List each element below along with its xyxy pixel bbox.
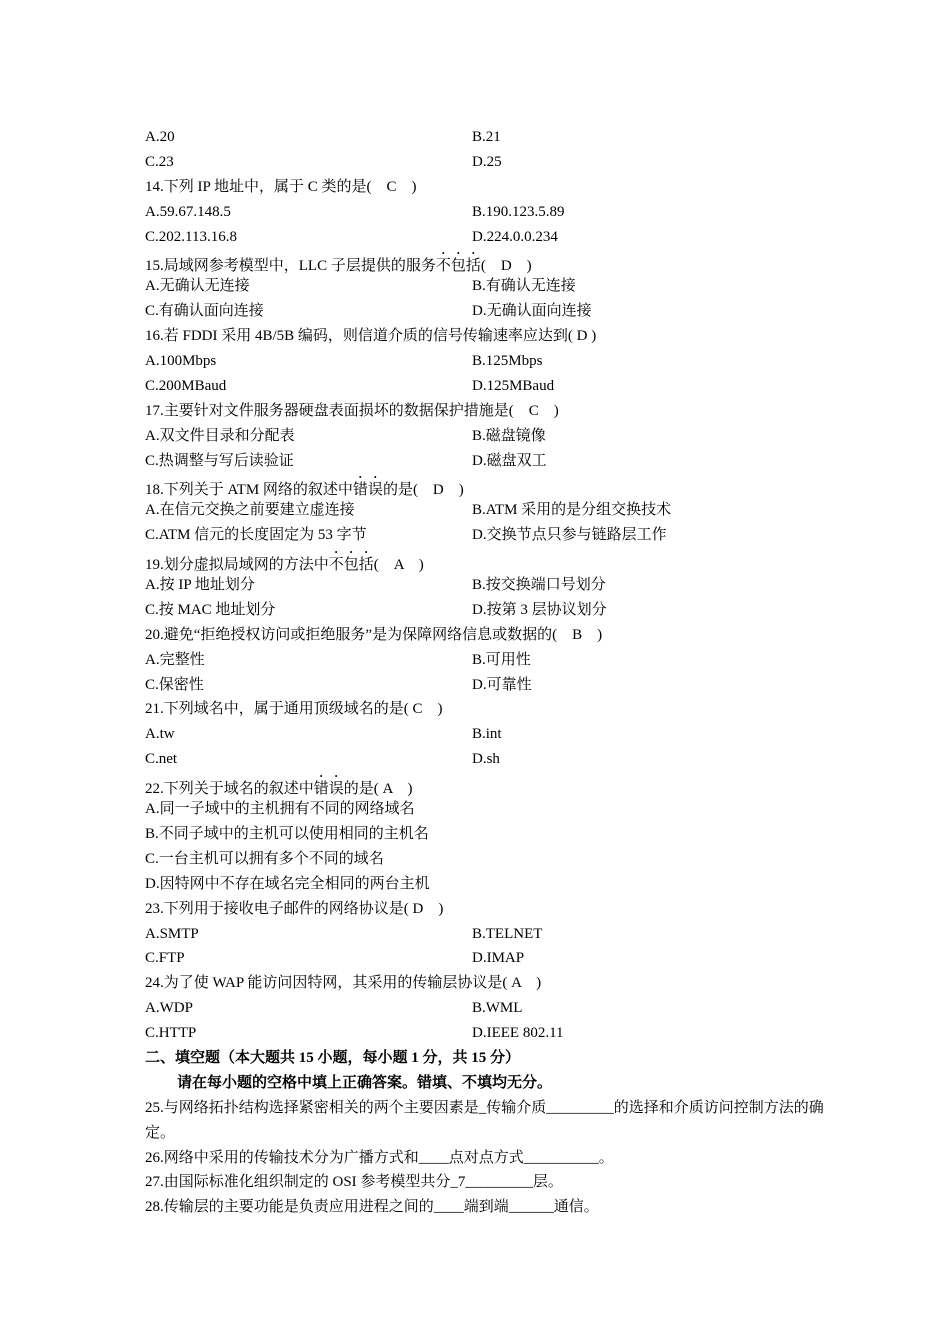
q20-options-cd bbox=[145, 673, 825, 698]
option-d: D.IEEE 802.11 bbox=[472, 1025, 564, 1042]
answer-text: 端到端 bbox=[463, 1199, 509, 1216]
option-b: B.int bbox=[472, 726, 502, 743]
option-c: C.FTP bbox=[145, 950, 185, 967]
section-instruction: 请在每小题的空格中填上正确答案。错填、不填均无分。 bbox=[177, 1074, 553, 1091]
option-c: C.有确认面向连接 bbox=[145, 303, 264, 320]
option-c: C.热调整与写后读验证 bbox=[145, 452, 294, 469]
q19-stem bbox=[145, 548, 825, 573]
option-b: B.有确认无连接 bbox=[472, 278, 576, 295]
q22-stem bbox=[145, 772, 825, 797]
q18-options-ab bbox=[145, 498, 825, 523]
option-c: C.23 bbox=[145, 153, 174, 170]
option-c: C.200MBaud bbox=[145, 377, 227, 394]
option-b: B.WML bbox=[472, 1000, 523, 1017]
answer-blank-1: ____ bbox=[418, 1149, 449, 1166]
option-d: D.交换节点只参与链路层工作 bbox=[472, 527, 667, 544]
option-a: A.按 IP 地址划分 bbox=[145, 577, 255, 594]
emphasis-text: 错误 bbox=[313, 781, 344, 798]
q24-stem: 24.为了使 WAP 能访问因特网，其采用的传输层协议是( A ) bbox=[145, 975, 542, 992]
stem-text-end: 的选择和介质访问控制方法的确定。 bbox=[145, 1099, 824, 1141]
answer-text: 点对点方式 bbox=[448, 1149, 524, 1166]
option-a: A.无确认无连接 bbox=[145, 278, 250, 295]
stem-text-end: 。 bbox=[598, 1149, 614, 1166]
answer-blank: _________ bbox=[546, 1099, 614, 1116]
answer-blank: _________ bbox=[465, 1174, 533, 1191]
option-d: D.无确认面向连接 bbox=[472, 303, 592, 320]
answer-blank-1: ____ bbox=[433, 1199, 464, 1216]
stem-text-end: 通信。 bbox=[553, 1199, 599, 1216]
option-a: A.WDP bbox=[145, 1000, 193, 1017]
option-a: A.在信元交换之前要建立虚连接 bbox=[145, 502, 355, 519]
q20-options-ab bbox=[145, 648, 825, 673]
stem-text: 25.与网络拓扑结构选择紧密相关的两个主要因素是_传输介质 bbox=[145, 1099, 547, 1116]
answer-text: ( D ) bbox=[480, 258, 532, 275]
option-d: D.按第 3 层协议划分 bbox=[472, 601, 607, 618]
option-d: D.224.0.0.234 bbox=[472, 228, 558, 245]
q15-options-cd bbox=[145, 299, 825, 324]
q23-options-ab bbox=[145, 922, 825, 947]
option-b: B.TELNET bbox=[472, 925, 543, 942]
option-d: D.sh bbox=[472, 751, 500, 768]
option-d: D.125MBaud bbox=[472, 377, 555, 394]
option-a: A.SMTP bbox=[145, 925, 199, 942]
stem-text: 15.局域网参考模型中，LLC 子层提供的服务 bbox=[145, 258, 436, 275]
option-d: D.25 bbox=[472, 153, 502, 170]
q18-options-cd bbox=[145, 523, 825, 548]
q17-stem: 17.主要针对文件服务器硬盘表面损坏的数据保护措施是( C ) bbox=[145, 402, 559, 419]
option-c: C.保密性 bbox=[145, 676, 204, 693]
option-a: A.20 bbox=[145, 129, 175, 145]
answer-text: 的是( D ) bbox=[382, 482, 464, 499]
option-c: C.ATM 信元的长度固定为 53 字节 bbox=[145, 527, 367, 544]
q27-text bbox=[145, 1170, 825, 1195]
q17-options-ab bbox=[145, 424, 825, 449]
option-c: C.HTTP bbox=[145, 1025, 197, 1042]
q14-stem: 14.下列 IP 地址中，属于 C 类的是( C ) bbox=[145, 178, 417, 195]
q25-text bbox=[145, 1096, 825, 1146]
option-a: A.59.67.148.5 bbox=[145, 203, 231, 220]
stem-text: 22.下列关于域名的叙述中 bbox=[145, 781, 314, 798]
stem-text: 28.传输层的主要功能是负责应用进程之间的 bbox=[145, 1199, 434, 1216]
option-b: B.21 bbox=[472, 129, 501, 145]
option-b: B.磁盘镜像 bbox=[472, 427, 546, 444]
exam-page bbox=[145, 125, 825, 1220]
option-d: D.IMAP bbox=[472, 950, 525, 967]
q22-option-a: A.同一子域中的主机拥有不同的网络域名 bbox=[145, 801, 415, 818]
q22-option-b: B.不同子域中的主机可以使用相同的主机名 bbox=[145, 825, 429, 842]
q22-option-c: C.一台主机可以拥有多个不同的域名 bbox=[145, 850, 384, 867]
q26-text bbox=[145, 1146, 825, 1171]
section-title: 二、填空题（本大题共 15 小题，每小题 1 分，共 15 分） bbox=[145, 1049, 521, 1066]
q14-options-cd bbox=[145, 225, 825, 250]
q19-options-ab bbox=[145, 573, 825, 598]
q24-options-cd bbox=[145, 1021, 825, 1046]
emphasis-text: 错误 bbox=[352, 482, 383, 499]
q13-options-ab bbox=[145, 125, 825, 150]
q15-options-ab bbox=[145, 274, 825, 299]
option-b: B.可用性 bbox=[472, 651, 531, 668]
q16-options-cd bbox=[145, 374, 825, 399]
q15-stem bbox=[145, 249, 825, 274]
q17-options-cd bbox=[145, 449, 825, 474]
answer-text: 的是( A ) bbox=[343, 781, 413, 798]
q18-stem bbox=[145, 473, 825, 498]
stem-text: 26.网络中采用的传输技术分为广播方式和 bbox=[145, 1149, 419, 1166]
q16-options-ab bbox=[145, 349, 825, 374]
q22-option-d: D.因特网中不存在域名完全相同的两台主机 bbox=[145, 875, 430, 892]
q13-options-cd bbox=[145, 150, 825, 175]
q23-options-cd bbox=[145, 946, 825, 971]
option-b: B.190.123.5.89 bbox=[472, 203, 565, 220]
answer-blank-2: __________ bbox=[523, 1149, 599, 1166]
option-a: A.tw bbox=[145, 726, 175, 743]
q14-options-ab bbox=[145, 200, 825, 225]
option-c: C.net bbox=[145, 751, 178, 768]
option-a: A.完整性 bbox=[145, 651, 205, 668]
emphasis-text: 不包括 bbox=[328, 557, 374, 574]
stem-text: 27.由国际标准化组织制定的 OSI 参考模型共分_7 bbox=[145, 1174, 466, 1191]
q21-stem: 21.下列域名中，属于通用顶级域名的是( C ) bbox=[145, 701, 443, 718]
option-b: B.按交换端口号划分 bbox=[472, 577, 606, 594]
q21-options-ab bbox=[145, 722, 825, 747]
q16-stem: 16.若 FDDI 采用 4B/5B 编码，则信道介质的信号传输速率应达到( D ) bbox=[145, 328, 597, 345]
answer-text: ( A ) bbox=[373, 557, 424, 574]
q19-options-cd bbox=[145, 598, 825, 623]
q23-stem: 23.下列用于接收电子邮件的网络协议是( D ) bbox=[145, 900, 444, 917]
stem-text-end: 层。 bbox=[532, 1174, 563, 1191]
option-b: B.ATM 采用的是分组交换技术 bbox=[472, 502, 672, 519]
q21-options-cd bbox=[145, 747, 825, 772]
option-c: C.按 MAC 地址划分 bbox=[145, 601, 276, 618]
option-a: A.100Mbps bbox=[145, 353, 217, 370]
option-c: C.202.113.16.8 bbox=[145, 228, 237, 245]
answer-blank-2: ______ bbox=[508, 1199, 554, 1216]
stem-text: 18.下列关于 ATM 网络的叙述中 bbox=[145, 482, 353, 499]
stem-text: 19.划分虚拟局域网的方法中 bbox=[145, 557, 329, 574]
option-b: B.125Mbps bbox=[472, 353, 543, 370]
q20-stem: 20.避免“拒绝授权访问或拒绝服务”是为保障网络信息或数据的( B ) bbox=[145, 626, 603, 643]
q24-options-ab bbox=[145, 996, 825, 1021]
q28-text bbox=[145, 1195, 825, 1220]
emphasis-text: 不包括 bbox=[435, 258, 481, 275]
option-d: D.可靠性 bbox=[472, 676, 532, 693]
option-d: D.磁盘双工 bbox=[472, 452, 547, 469]
option-a: A.双文件目录和分配表 bbox=[145, 427, 295, 444]
